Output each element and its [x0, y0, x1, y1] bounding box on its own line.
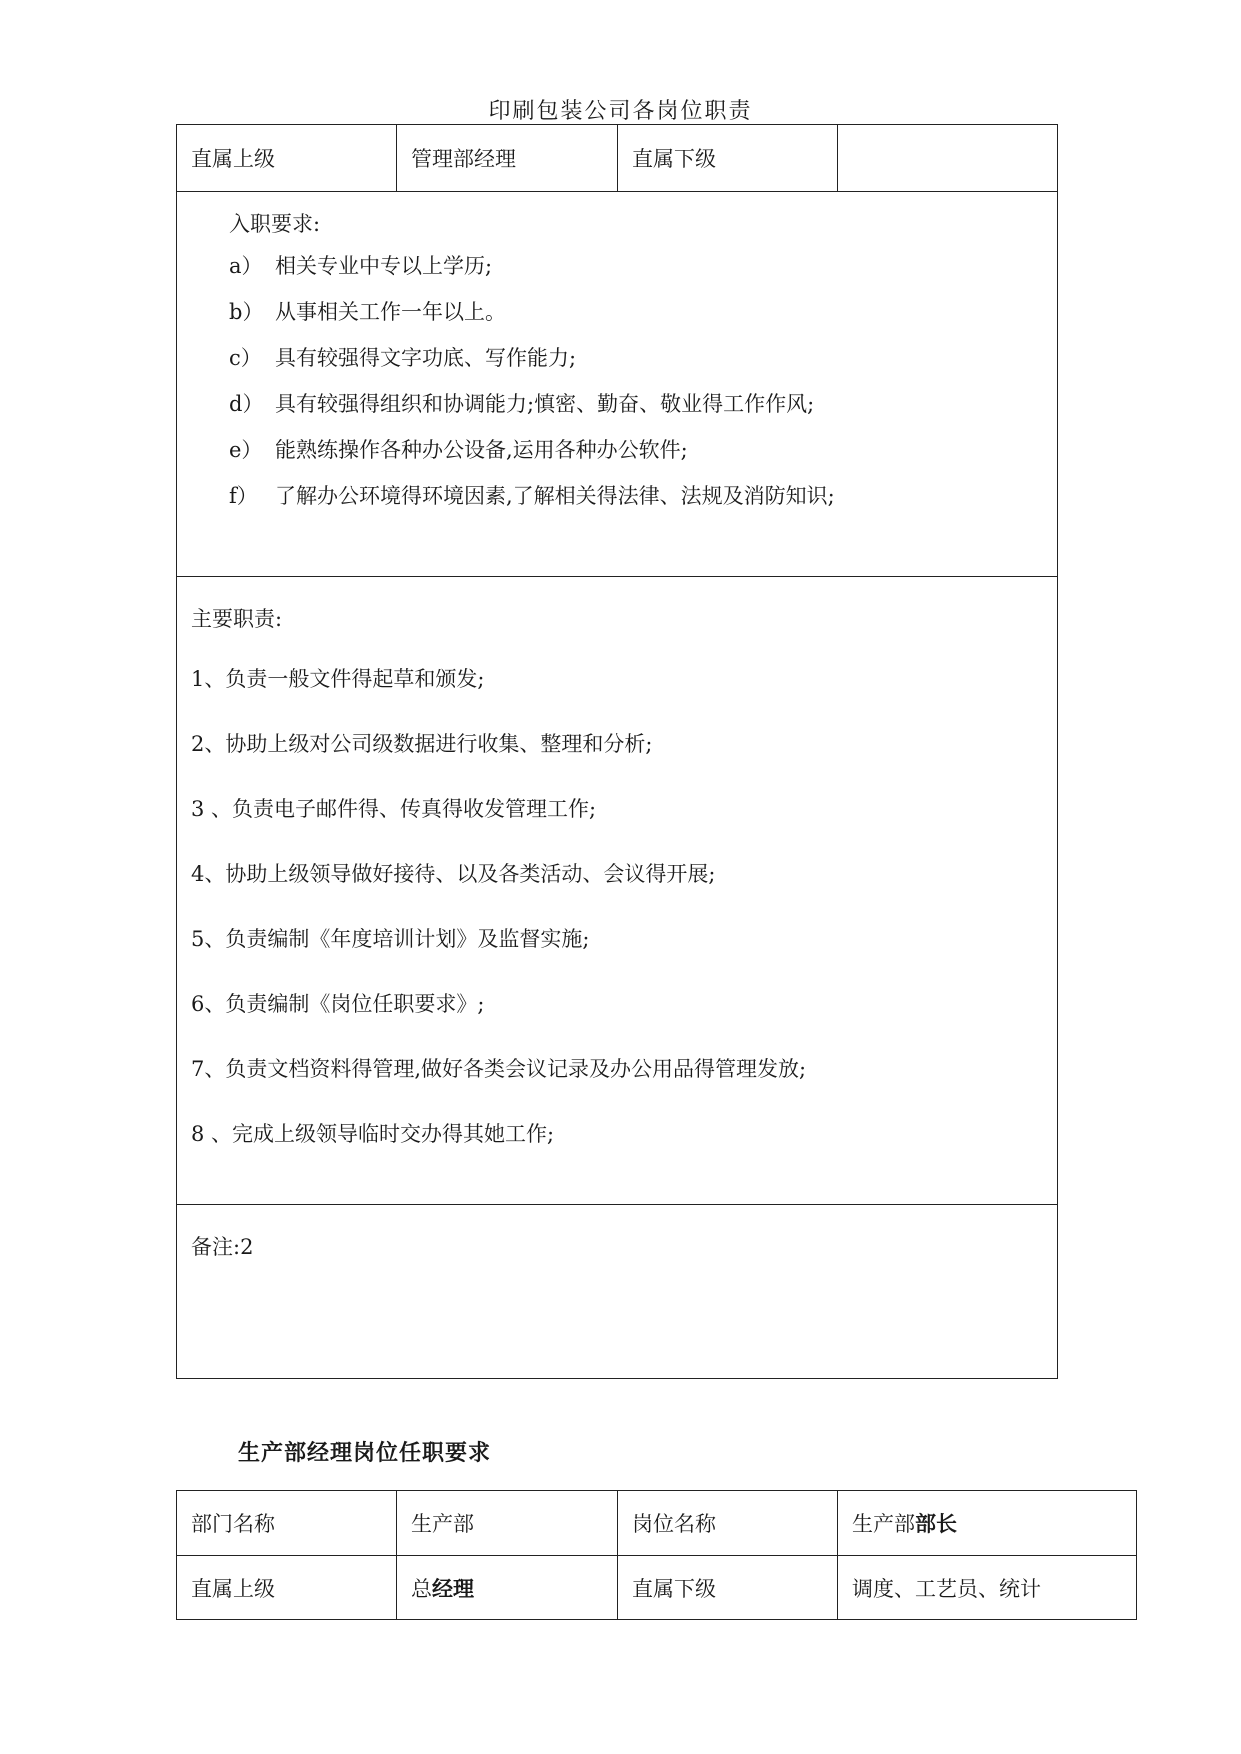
superior-value-bold: 经理 — [432, 1575, 474, 1601]
post-value-bold: 部长 — [915, 1511, 957, 1536]
duty-item: 6、负责编制《岗位任职要求》; — [191, 992, 485, 1016]
duties-section — [177, 576, 1057, 1204]
requirement-text: 了解办公环境得环境因素,了解相关得法律、法规及消防知识; — [275, 484, 835, 508]
duty-item: 4、协助上级领导做好接待、以及各类活动、会议得开展; — [191, 862, 716, 886]
duty-item: 1、负责一般文件得起草和颁发; — [191, 667, 485, 691]
department-row — [177, 1491, 1136, 1555]
requirement-item — [229, 250, 835, 296]
superior-row — [177, 125, 1057, 191]
requirements-title: 入职要求: — [229, 212, 321, 236]
superior-value-2 — [397, 1556, 618, 1619]
requirement-marker: f） — [229, 484, 258, 508]
duty-item: 3 、负责电子邮件得、传真得收发管理工作; — [191, 797, 597, 821]
department-value: 生产部 — [397, 1491, 618, 1555]
requirement-text: 能熟练操作各种办公设备,运用各种办公软件; — [275, 438, 688, 462]
requirement-text: 相关专业中专以上学历; — [275, 254, 493, 278]
subordinate-label-2: 直属下级 — [618, 1556, 838, 1619]
post-label: 岗位名称 — [618, 1491, 838, 1555]
superior-value-prefix: 总 — [411, 1576, 432, 1601]
superior-label: 直属上级 — [177, 125, 397, 191]
post-value-prefix: 生产部 — [852, 1512, 915, 1536]
requirement-item — [229, 480, 835, 526]
duty-item: 2、协助上级对公司级数据进行收集、整理和分析; — [191, 732, 653, 756]
duty-item: 7、负责文档资料得管理,做好各类会议记录及办公用品得管理发放; — [191, 1057, 807, 1081]
section-heading: 生产部经理岗位任职要求 — [238, 1440, 492, 1466]
requirement-item — [229, 388, 835, 434]
requirements-section — [177, 191, 1057, 576]
position-table-1 — [176, 124, 1058, 1379]
duties-title: 主要职责: — [191, 607, 283, 631]
page-header: 印刷包装公司各岗位职责 — [488, 99, 753, 124]
requirement-item — [229, 342, 835, 388]
requirement-marker: b） — [229, 300, 264, 324]
requirements-list — [229, 250, 835, 526]
note-section — [177, 1204, 1057, 1380]
requirement-text: 具有较强得组织和协调能力;慎密、勤奋、敬业得工作作风; — [275, 392, 815, 416]
requirement-marker: e） — [229, 438, 263, 462]
subordinate-value-2: 调度、工艺员、统计 — [852, 1576, 1041, 1601]
duty-item: 8 、完成上级领导临时交办得其她工作; — [191, 1122, 555, 1146]
note-text: 备注:2 — [191, 1235, 254, 1259]
duty-item: 5、负责编制《年度培训计划》及监督实施; — [191, 927, 590, 951]
superior-label-2: 直属上级 — [177, 1556, 397, 1619]
subordinate-label: 直属下级 — [618, 125, 838, 191]
subordinate-value — [838, 125, 1056, 191]
requirement-item — [229, 434, 835, 480]
requirement-text: 具有较强得文字功底、写作能力; — [275, 346, 577, 370]
requirement-item — [229, 296, 835, 342]
position-table-2 — [176, 1490, 1137, 1620]
superior-row-2 — [177, 1555, 1136, 1619]
post-value — [838, 1491, 1135, 1555]
requirement-marker: d） — [229, 392, 264, 416]
requirement-marker: c） — [229, 346, 262, 370]
duties-list — [191, 663, 806, 1183]
requirement-marker: a） — [229, 254, 263, 278]
requirement-text: 从事相关工作一年以上。 — [275, 300, 506, 324]
superior-value: 管理部经理 — [397, 125, 618, 191]
department-label: 部门名称 — [177, 1491, 397, 1555]
